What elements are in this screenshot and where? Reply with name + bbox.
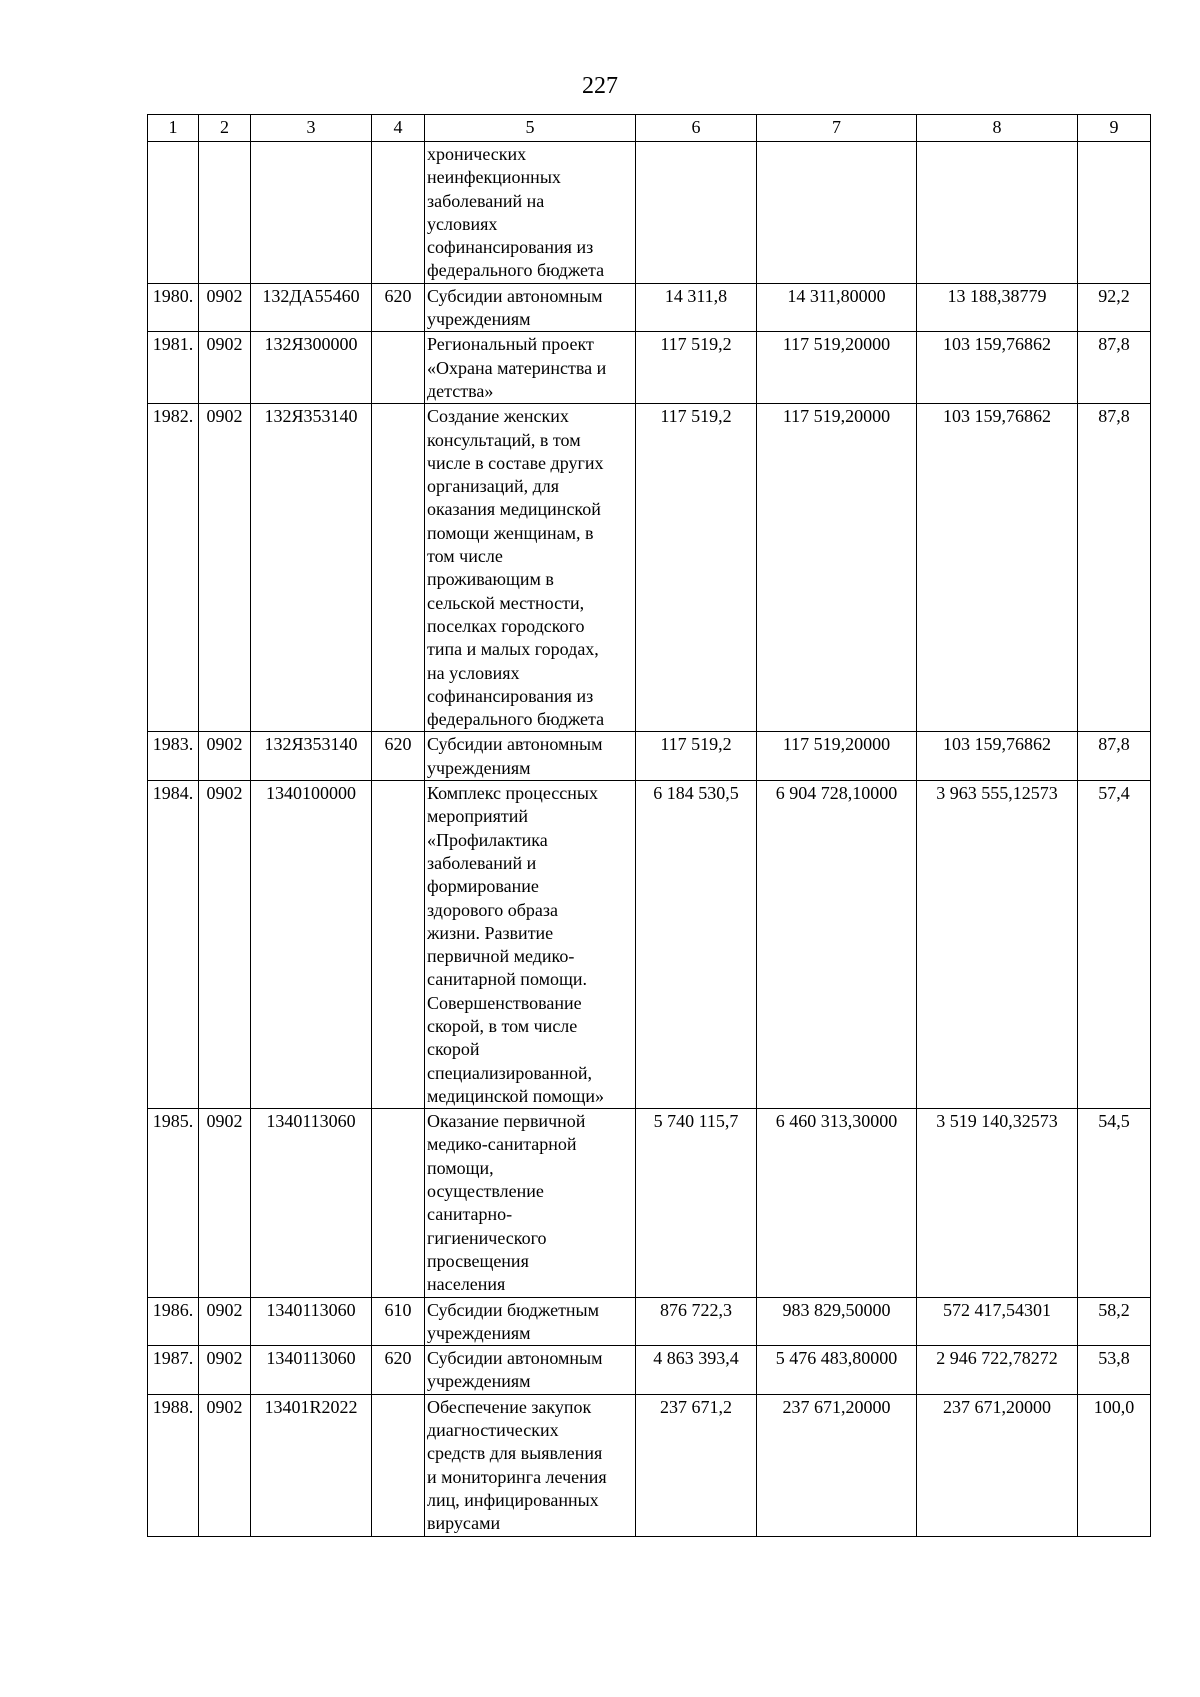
target-code: 132Я300000 bbox=[251, 332, 372, 404]
execution-percent: 53,8 bbox=[1078, 1346, 1151, 1395]
name-line: условиях bbox=[427, 213, 498, 234]
target-code: 13401R2022 bbox=[251, 1394, 372, 1536]
name-line: учреждениям bbox=[427, 757, 531, 778]
name-line: «Профилактика bbox=[427, 829, 548, 850]
name-line: санитарной помощи. bbox=[427, 969, 587, 990]
table-row bbox=[148, 781, 1151, 1109]
item-name bbox=[425, 1109, 636, 1297]
name-line: лиц, инфицированных bbox=[427, 1489, 599, 1510]
name-line: мероприятий bbox=[427, 806, 529, 827]
name-line: помощи женщинам, в bbox=[427, 522, 594, 543]
name-line: гигиенического bbox=[427, 1227, 547, 1248]
section-code: 0902 bbox=[199, 404, 251, 732]
budget-list-amount: 14 311,80000 bbox=[757, 283, 917, 332]
executed-amount: 103 159,76862 bbox=[917, 732, 1078, 781]
row-number: 1983. bbox=[148, 732, 199, 781]
section-code: 0902 bbox=[199, 1394, 251, 1536]
name-line: населения bbox=[427, 1274, 506, 1295]
name-line: организаций, для bbox=[427, 476, 560, 497]
column-header: 9 bbox=[1078, 115, 1151, 142]
approved-amount: 6 184 530,5 bbox=[636, 781, 757, 1109]
name-line: вирусами bbox=[427, 1513, 501, 1534]
name-line: учреждениям bbox=[427, 309, 531, 330]
name-line: жизни. Развитие bbox=[427, 922, 554, 943]
name-line: формирование bbox=[427, 876, 539, 897]
expense-type bbox=[372, 781, 425, 1109]
target-code: 132Я353140 bbox=[251, 732, 372, 781]
name-line: Субсидии бюджетным bbox=[427, 1299, 600, 1320]
name-line: типа и малых городах, bbox=[427, 639, 599, 660]
name-line: федерального бюджета bbox=[427, 260, 605, 281]
name-line: помощи, bbox=[427, 1157, 494, 1178]
name-line: Субсидии автономным bbox=[427, 285, 603, 306]
expense-type bbox=[372, 1394, 425, 1536]
executed-amount: 2 946 722,78272 bbox=[917, 1346, 1078, 1395]
budget-table bbox=[147, 114, 1151, 1537]
target-code: 1340100000 bbox=[251, 781, 372, 1109]
row-number: 1981. bbox=[148, 332, 199, 404]
name-line: «Охрана материнства и bbox=[427, 357, 607, 378]
name-line: федерального бюджета bbox=[427, 709, 605, 730]
item-name bbox=[425, 732, 636, 781]
executed-amount: 237 671,20000 bbox=[917, 1394, 1078, 1536]
execution-percent: 87,8 bbox=[1078, 332, 1151, 404]
name-line: на условиях bbox=[427, 662, 520, 683]
executed-amount: 572 417,54301 bbox=[917, 1297, 1078, 1346]
approved-amount: 876 722,3 bbox=[636, 1297, 757, 1346]
value-cell bbox=[636, 142, 757, 284]
expense-type bbox=[372, 404, 425, 732]
row-number: 1984. bbox=[148, 781, 199, 1109]
name-line: осуществление bbox=[427, 1181, 544, 1202]
name-line: Субсидии автономным bbox=[427, 1348, 603, 1369]
approved-amount: 237 671,2 bbox=[636, 1394, 757, 1536]
name-line: заболеваний и bbox=[427, 852, 537, 873]
name-line: проживающим в bbox=[427, 569, 554, 590]
executed-amount: 13 188,38779 bbox=[917, 283, 1078, 332]
column-header: 4 bbox=[372, 115, 425, 142]
code-cell bbox=[251, 142, 372, 284]
approved-amount: 117 519,2 bbox=[636, 332, 757, 404]
column-header: 5 bbox=[425, 115, 636, 142]
table-row bbox=[148, 332, 1151, 404]
page-number: 227 bbox=[582, 73, 618, 99]
budget-list-amount: 983 829,50000 bbox=[757, 1297, 917, 1346]
name-line: Комплекс процессных bbox=[427, 783, 598, 804]
section-code: 0902 bbox=[199, 1109, 251, 1297]
executed-amount: 3 963 555,12573 bbox=[917, 781, 1078, 1109]
name-line: Субсидии автономным bbox=[427, 734, 603, 755]
name-line: оказания медицинской bbox=[427, 499, 601, 520]
section-code: 0902 bbox=[199, 732, 251, 781]
name-line: поселках городского bbox=[427, 615, 585, 636]
name-line: Создание женских bbox=[427, 406, 569, 427]
table-row bbox=[148, 1109, 1151, 1297]
item-name bbox=[425, 332, 636, 404]
item-name bbox=[425, 1297, 636, 1346]
budget-list-amount: 117 519,20000 bbox=[757, 404, 917, 732]
item-name bbox=[425, 283, 636, 332]
continuation-row bbox=[148, 142, 1151, 284]
section-code: 0902 bbox=[199, 781, 251, 1109]
name-line: консультаций, в том bbox=[427, 429, 581, 450]
budget-list-amount: 6 904 728,10000 bbox=[757, 781, 917, 1109]
value-cell bbox=[757, 142, 917, 284]
column-header: 8 bbox=[917, 115, 1078, 142]
executed-amount: 103 159,76862 bbox=[917, 332, 1078, 404]
name-line: детства» bbox=[427, 380, 494, 401]
section-code: 0902 bbox=[199, 1297, 251, 1346]
execution-percent: 54,5 bbox=[1078, 1109, 1151, 1297]
name-line: средств для выявления bbox=[427, 1443, 603, 1464]
column-header: 7 bbox=[757, 115, 917, 142]
approved-amount: 14 311,8 bbox=[636, 283, 757, 332]
row-number: 1986. bbox=[148, 1297, 199, 1346]
name-line: диагностических bbox=[427, 1420, 559, 1441]
row-number: 1985. bbox=[148, 1109, 199, 1297]
name-line: Обеспечение закупок bbox=[427, 1396, 592, 1417]
name-line: Оказание первичной bbox=[427, 1111, 586, 1132]
expense-type bbox=[372, 1109, 425, 1297]
item-name bbox=[425, 1346, 636, 1395]
expense-type: 610 bbox=[372, 1297, 425, 1346]
expense-type bbox=[372, 332, 425, 404]
name-line: скорой, в том числе bbox=[427, 1015, 578, 1036]
name-line: специализированной, bbox=[427, 1062, 593, 1083]
budget-list-amount: 237 671,20000 bbox=[757, 1394, 917, 1536]
column-header-row bbox=[148, 115, 1151, 142]
name-line: Региональный проект bbox=[427, 334, 594, 355]
row-number: 1980. bbox=[148, 283, 199, 332]
name-line: неинфекционных bbox=[427, 167, 561, 188]
budget-list-amount: 117 519,20000 bbox=[757, 332, 917, 404]
name-line: сельской местности, bbox=[427, 592, 585, 613]
name-line: скорой bbox=[427, 1039, 480, 1060]
column-header: 6 bbox=[636, 115, 757, 142]
row-number: 1982. bbox=[148, 404, 199, 732]
name-line: заболеваний на bbox=[427, 190, 545, 211]
approved-amount: 117 519,2 bbox=[636, 732, 757, 781]
item-name bbox=[425, 404, 636, 732]
name-line: Совершенствование bbox=[427, 992, 582, 1013]
execution-percent: 58,2 bbox=[1078, 1297, 1151, 1346]
name-line: софинансирования из bbox=[427, 237, 594, 258]
column-header: 2 bbox=[199, 115, 251, 142]
item-name bbox=[425, 781, 636, 1109]
target-code: 1340113060 bbox=[251, 1297, 372, 1346]
type-cell bbox=[372, 142, 425, 284]
approved-amount: 117 519,2 bbox=[636, 404, 757, 732]
name-line: том числе bbox=[427, 546, 503, 567]
target-code: 1340113060 bbox=[251, 1346, 372, 1395]
execution-percent: 87,8 bbox=[1078, 404, 1151, 732]
num-cell bbox=[148, 142, 199, 284]
execution-percent: 87,8 bbox=[1078, 732, 1151, 781]
section-code: 0902 bbox=[199, 332, 251, 404]
table-row bbox=[148, 283, 1151, 332]
name-line: первичной медико- bbox=[427, 946, 575, 967]
table-row bbox=[148, 732, 1151, 781]
row-number: 1988. bbox=[148, 1394, 199, 1536]
name-cell bbox=[425, 142, 636, 284]
name-line: хронических bbox=[427, 144, 527, 164]
table-row bbox=[148, 1346, 1151, 1395]
budget-list-amount: 6 460 313,30000 bbox=[757, 1109, 917, 1297]
column-header: 3 bbox=[251, 115, 372, 142]
executed-amount: 103 159,76862 bbox=[917, 404, 1078, 732]
execution-percent: 92,2 bbox=[1078, 283, 1151, 332]
name-line: учреждениям bbox=[427, 1371, 531, 1392]
approved-amount: 4 863 393,4 bbox=[636, 1346, 757, 1395]
executed-amount: 3 519 140,32573 bbox=[917, 1109, 1078, 1297]
name-line: софинансирования из bbox=[427, 685, 594, 706]
expense-type: 620 bbox=[372, 1346, 425, 1395]
expense-type: 620 bbox=[372, 732, 425, 781]
table-row bbox=[148, 1297, 1151, 1346]
section-code: 0902 bbox=[199, 1346, 251, 1395]
column-header: 1 bbox=[148, 115, 199, 142]
execution-percent: 100,0 bbox=[1078, 1394, 1151, 1536]
row-number: 1987. bbox=[148, 1346, 199, 1395]
name-line: санитарно- bbox=[427, 1204, 513, 1225]
section-code: 0902 bbox=[199, 283, 251, 332]
name-line: просвещения bbox=[427, 1250, 529, 1271]
name-line: медико-санитарной bbox=[427, 1134, 577, 1155]
name-line: числе в составе других bbox=[427, 452, 604, 473]
name-line: здорового образа bbox=[427, 899, 559, 920]
value-cell bbox=[917, 142, 1078, 284]
table-row bbox=[148, 404, 1151, 732]
target-code: 132ДА55460 bbox=[251, 283, 372, 332]
table-row bbox=[148, 1394, 1151, 1536]
target-code: 1340113060 bbox=[251, 1109, 372, 1297]
name-line: медицинской помощи» bbox=[427, 1085, 604, 1106]
name-line: и мониторинга лечения bbox=[427, 1466, 607, 1487]
item-name bbox=[425, 1394, 636, 1536]
percent-cell bbox=[1078, 142, 1151, 284]
expense-type: 620 bbox=[372, 283, 425, 332]
section-cell bbox=[199, 142, 251, 284]
approved-amount: 5 740 115,7 bbox=[636, 1109, 757, 1297]
name-line: учреждениям bbox=[427, 1322, 531, 1343]
execution-percent: 57,4 bbox=[1078, 781, 1151, 1109]
budget-list-amount: 117 519,20000 bbox=[757, 732, 917, 781]
budget-list-amount: 5 476 483,80000 bbox=[757, 1346, 917, 1395]
target-code: 132Я353140 bbox=[251, 404, 372, 732]
